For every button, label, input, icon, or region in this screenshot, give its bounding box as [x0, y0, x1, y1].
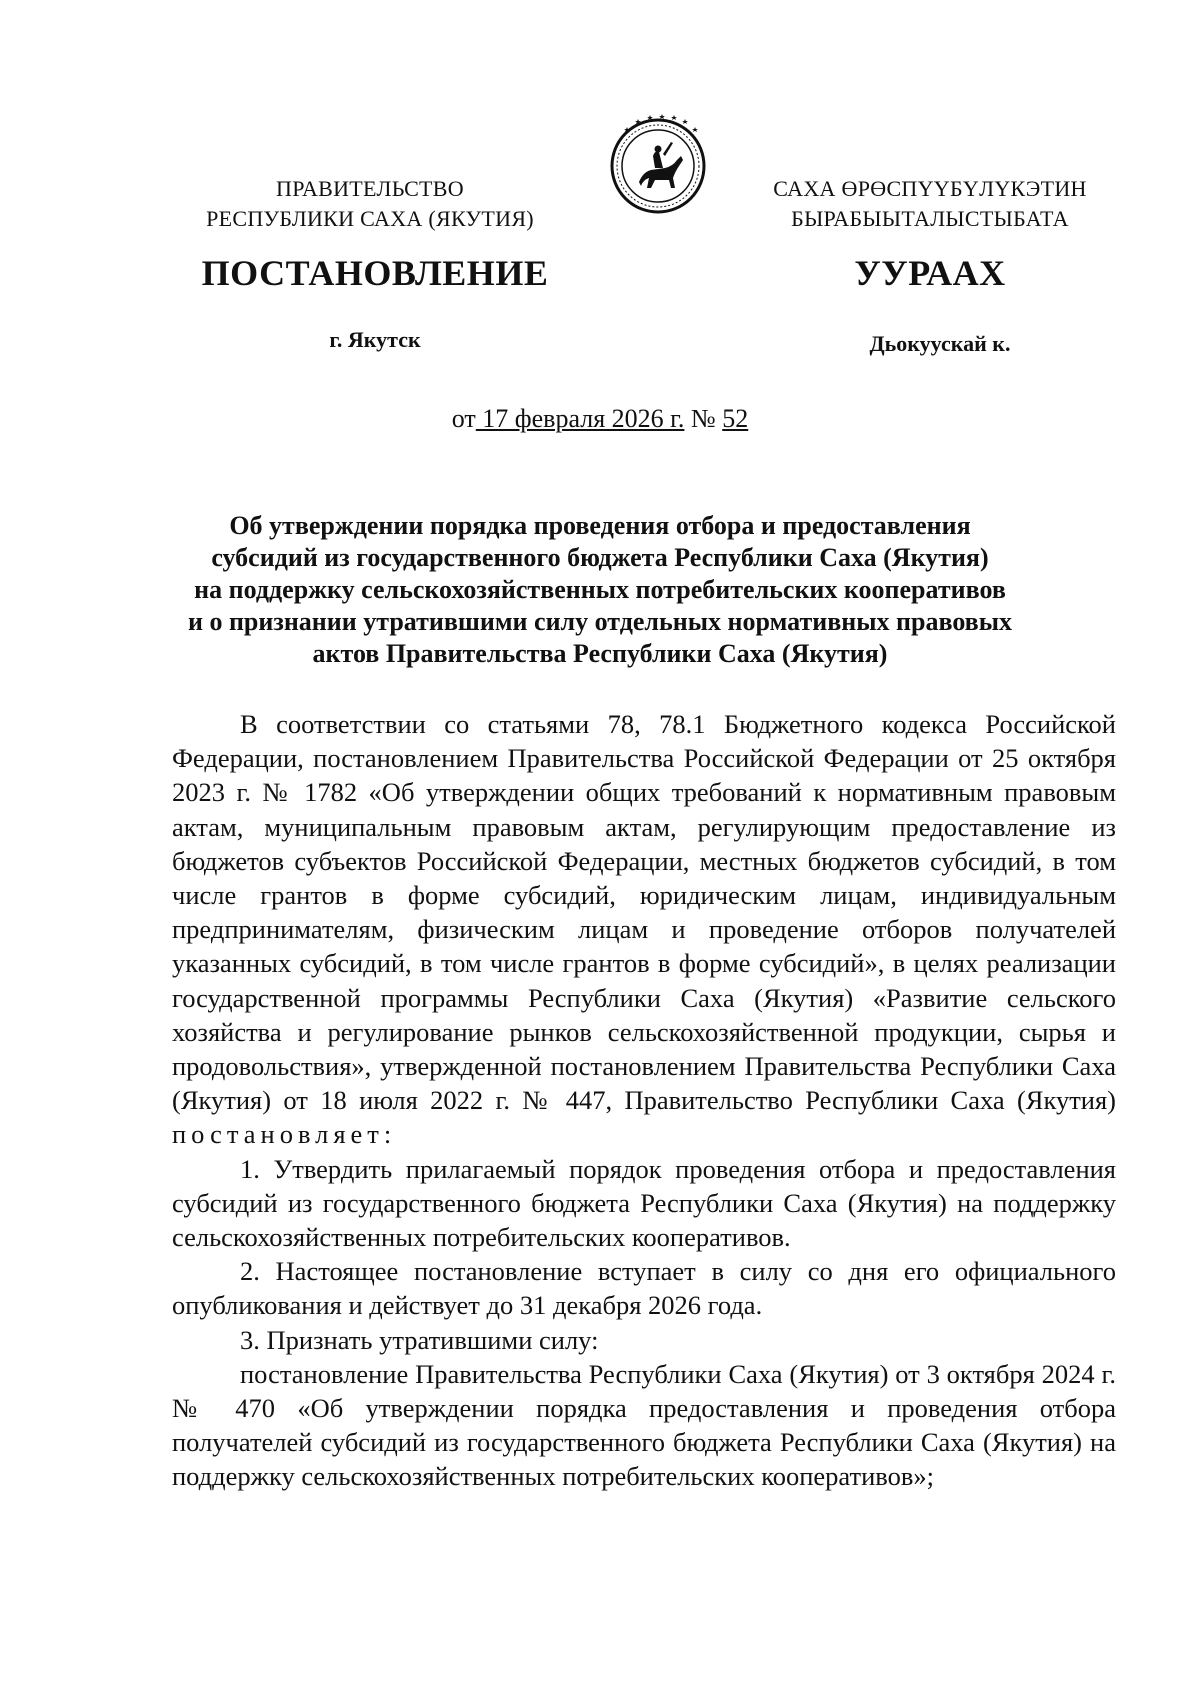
header-right-sakha — [745, 174, 1115, 234]
title-line-1: Об утверждении порядка проведения отбора и предоставления — [229, 511, 971, 540]
item-2-paragraph: 2. Настоящее постановление вступает в силу со дня его официального опубликования и действует до 31 декабря 2026 года. — [172, 1256, 1116, 1321]
city-ru: г. Якутск — [329, 327, 421, 352]
document-body — [172, 707, 1116, 1494]
header-right-line1: САХА ӨРӨСПҮҮБҮЛҮКЭТИН — [773, 176, 1087, 201]
decree-number: 52 — [722, 404, 749, 433]
preamble-paragraph — [172, 707, 1116, 1152]
doc-type-sakha: УУРААХ — [854, 253, 1006, 293]
date-prefix: от — [451, 404, 476, 433]
header-left-ru — [180, 174, 560, 234]
coat-of-arms-emblem-icon — [603, 108, 713, 218]
header-right-line2: БЫРАБЫЫТАЛЫСТЫБАТА — [791, 206, 1069, 231]
decree-date: 17 февраля 2026 г. — [475, 404, 685, 433]
item-3-paragraph: 3. Признать утратившими силу: — [240, 1324, 599, 1355]
date-number-line — [0, 404, 1200, 434]
header-left-line2: РЕСПУБЛИКИ САХА (ЯКУТИЯ) — [206, 206, 534, 231]
title-line-5: актов Правительства Республики Саха (Якутия) — [312, 639, 888, 668]
preamble-text: В соответствии со статьями 78, 78.1 Бюджетного кодекса Российской Федерации, постановлением Правительства Российской Федерации от 25 октября 2023 г. № 1782 «Об утверждении общих требований к нормативным правовым актам, муниципальным правовым актам, регулирующим предоставление из бюджетов субъектов Российской Федерации, местных бюджетов субсидий, в том числе грантов в форме субсидий, юридическим лицам, индивидуальным предпринимателям, физическим лицам и проведение отборов получателей указанных субсидий, в том числе грантов в форме субсидий», в целях реализации государственной программы Республики Саха (Якутия) «Развитие сельского хозяйства и регулирование рынков сельскохозяйственной продукции, сырья и продовольствия», утвержденной постановлением Правительства Республики Саха (Якутия) от 18 июля 2022 г. № 447, Правительство Республики Саха (Якутия) — [172, 709, 1116, 1116]
document-title — [170, 510, 1030, 670]
decree-word: постановляет: — [172, 1119, 397, 1150]
number-sign: № — [684, 404, 723, 433]
doc-type-ru: ПОСТАНОВЛЕНИЕ — [201, 253, 549, 293]
title-line-4: и о признании утратившими силу отдельных нормативных правовых — [187, 607, 1013, 636]
city-sakha: Дьокуускай к. — [869, 331, 1011, 356]
header-left-line1: ПРАВИТЕЛЬСТВО — [276, 176, 464, 201]
title-line-3: на поддержку сельскохозяйственных потребительских кооперативов — [194, 575, 1006, 604]
item-3-sub-1-paragraph: постановление Правительства Республики Саха (Якутия) от 3 октября 2024 г. № 470 «Об утверждении порядка предоставления и проведения отбора получателей субсидий из государственного бюджета Республики Саха (Якутия) на поддержку сельскохозяйственных потребительских кооперативов»; — [172, 1358, 1116, 1492]
item-1-paragraph: 1. Утвердить прилагаемый порядок проведения отбора и предоставления субсидий из государственного бюджета Республики Саха (Якутия) на поддержку сельскохозяйственных потребительских кооперативов. — [172, 1153, 1116, 1253]
title-line-2: субсидий из государственного бюджета Республики Саха (Якутия) — [211, 543, 989, 572]
